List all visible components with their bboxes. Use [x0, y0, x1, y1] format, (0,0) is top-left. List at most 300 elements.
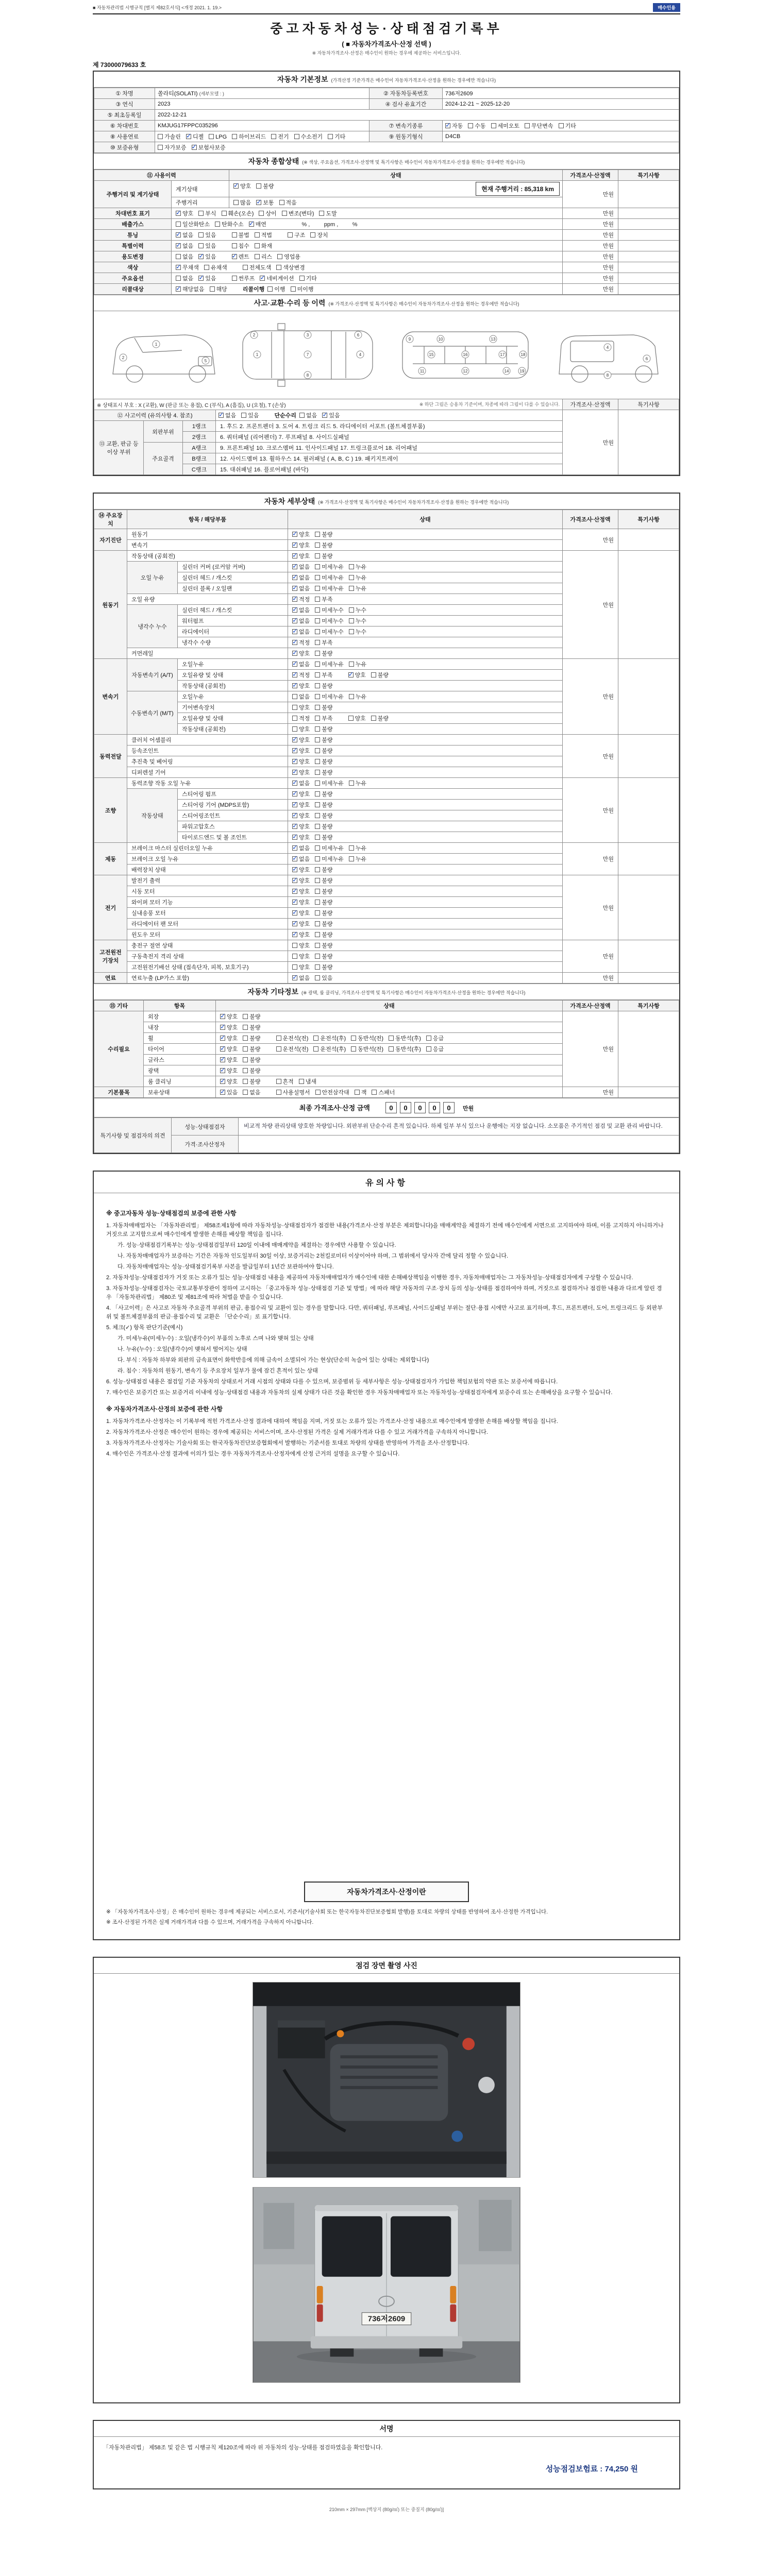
checked-checkbox[interactable] — [292, 900, 297, 905]
checkbox[interactable] — [292, 705, 297, 710]
checked-checkbox[interactable] — [292, 748, 297, 753]
checkbox[interactable] — [198, 211, 204, 216]
checkbox-option[interactable] — [292, 530, 310, 538]
checkbox-option[interactable] — [292, 811, 310, 820]
checkbox[interactable] — [349, 618, 354, 623]
checkbox[interactable] — [232, 243, 237, 248]
checkbox[interactable] — [243, 1057, 248, 1062]
checked-checkbox[interactable] — [292, 813, 297, 818]
checked-checkbox[interactable] — [292, 770, 297, 775]
checkbox-option[interactable] — [256, 198, 274, 207]
checkbox-option[interactable] — [292, 736, 310, 744]
checkbox[interactable] — [559, 123, 564, 128]
checkbox-option[interactable] — [315, 714, 332, 722]
checked-checkbox[interactable] — [292, 586, 297, 591]
checkbox-option[interactable] — [315, 866, 332, 874]
checkbox-option[interactable] — [322, 411, 340, 419]
checked-checkbox[interactable] — [292, 910, 297, 916]
checkbox[interactable] — [243, 265, 248, 270]
checkbox-option[interactable] — [198, 231, 216, 239]
checkbox[interactable] — [328, 134, 333, 139]
checked-checkbox[interactable] — [220, 1057, 225, 1062]
checkbox[interactable] — [243, 1068, 248, 1073]
checkbox-option[interactable] — [232, 274, 255, 282]
checked-checkbox[interactable] — [292, 553, 297, 558]
checkbox[interactable] — [271, 134, 276, 139]
checkbox-option[interactable] — [313, 1045, 346, 1053]
checkbox-option[interactable] — [232, 252, 249, 261]
checkbox-option[interactable] — [299, 1077, 316, 1086]
checkbox[interactable] — [176, 222, 181, 227]
checkbox-option[interactable] — [315, 725, 332, 733]
checkbox[interactable] — [315, 759, 320, 764]
checkbox-option[interactable] — [292, 757, 310, 766]
checked-checkbox[interactable] — [198, 276, 204, 281]
checkbox-option[interactable] — [259, 209, 276, 217]
checkbox-option[interactable] — [292, 833, 310, 841]
checkbox-option[interactable] — [277, 252, 300, 261]
checkbox[interactable] — [315, 889, 320, 894]
checkbox-option[interactable] — [315, 552, 332, 560]
checkbox[interactable] — [315, 1090, 321, 1095]
checkbox-option[interactable] — [525, 122, 553, 130]
checkbox[interactable] — [210, 286, 215, 292]
checkbox[interactable] — [313, 1036, 318, 1041]
checkbox[interactable] — [243, 1046, 248, 1052]
checkbox-option[interactable] — [299, 274, 317, 282]
checked-checkbox[interactable] — [292, 845, 297, 851]
checkbox-option[interactable] — [292, 617, 310, 625]
checkbox[interactable] — [315, 618, 320, 623]
checkbox-option[interactable] — [292, 844, 310, 852]
checkbox-option[interactable] — [315, 736, 332, 744]
checkbox-option[interactable] — [292, 941, 310, 950]
checked-checkbox[interactable] — [292, 683, 297, 688]
checked-checkbox[interactable] — [292, 651, 297, 656]
checkbox[interactable] — [371, 672, 376, 677]
checkbox[interactable] — [299, 413, 305, 418]
checked-checkbox[interactable] — [292, 607, 297, 613]
checkbox-option[interactable] — [243, 1034, 260, 1042]
checkbox[interactable] — [315, 543, 320, 548]
checkbox-option[interactable] — [389, 1034, 421, 1042]
checkbox[interactable] — [315, 575, 320, 580]
checkbox-option[interactable] — [292, 660, 310, 668]
checkbox-option[interactable] — [243, 1088, 260, 1096]
checkbox[interactable] — [315, 564, 320, 569]
checkbox-option[interactable] — [349, 617, 366, 625]
checkbox[interactable] — [319, 211, 324, 216]
checked-checkbox[interactable] — [220, 1014, 225, 1019]
checkbox[interactable] — [255, 232, 260, 238]
checkbox-option[interactable] — [315, 898, 332, 906]
checkbox-option[interactable] — [371, 714, 389, 722]
checkbox-option[interactable] — [328, 132, 345, 141]
checkbox[interactable] — [255, 254, 260, 259]
checkbox[interactable] — [158, 145, 163, 150]
checkbox-option[interactable] — [291, 285, 314, 293]
checked-checkbox[interactable] — [292, 759, 297, 764]
checkbox[interactable] — [282, 211, 287, 216]
checkbox[interactable] — [243, 1014, 248, 1019]
checkbox-option[interactable] — [349, 844, 366, 852]
checkbox-option[interactable] — [315, 671, 332, 679]
checkbox-option[interactable] — [232, 132, 266, 141]
checkbox-option[interactable] — [256, 182, 274, 190]
checkbox[interactable] — [349, 564, 354, 569]
checkbox[interactable] — [315, 683, 320, 688]
checkbox-option[interactable] — [292, 671, 310, 679]
checkbox[interactable] — [204, 265, 209, 270]
checkbox-option[interactable] — [232, 231, 249, 239]
checked-checkbox[interactable] — [176, 243, 181, 248]
checkbox-option[interactable] — [348, 671, 366, 679]
checked-checkbox[interactable] — [292, 597, 297, 602]
checkbox-option[interactable] — [349, 573, 366, 582]
checkbox-option[interactable] — [315, 833, 332, 841]
checked-checkbox[interactable] — [219, 413, 224, 418]
checked-checkbox[interactable] — [232, 254, 237, 259]
checkbox[interactable] — [315, 943, 320, 948]
checkbox-option[interactable] — [279, 198, 297, 207]
checkbox-option[interactable] — [243, 1012, 260, 1021]
checkbox[interactable] — [292, 726, 297, 732]
checkbox[interactable] — [255, 243, 260, 248]
checkbox[interactable] — [243, 1036, 248, 1041]
checked-checkbox[interactable] — [249, 222, 254, 227]
checkbox-option[interactable] — [219, 411, 236, 419]
checked-checkbox[interactable] — [292, 835, 297, 840]
checkbox[interactable] — [525, 123, 530, 128]
checkbox[interactable] — [276, 265, 281, 270]
checkbox-option[interactable] — [176, 220, 210, 228]
checkbox[interactable] — [349, 781, 354, 786]
checkbox-option[interactable] — [292, 725, 310, 733]
checked-checkbox[interactable] — [256, 200, 261, 205]
checked-checkbox[interactable] — [192, 145, 197, 150]
checkbox[interactable] — [389, 1036, 394, 1041]
checked-checkbox[interactable] — [292, 672, 297, 677]
checkbox-option[interactable] — [315, 779, 344, 787]
checkbox[interactable] — [351, 1036, 356, 1041]
checkbox-option[interactable] — [198, 209, 216, 217]
checkbox[interactable] — [294, 134, 299, 139]
checkbox-option[interactable] — [299, 411, 317, 419]
checked-checkbox[interactable] — [322, 413, 327, 418]
checkbox-option[interactable] — [315, 855, 344, 863]
checkbox[interactable] — [315, 672, 320, 677]
checkbox-option[interactable] — [276, 1077, 294, 1086]
checkbox[interactable] — [209, 134, 214, 139]
checkbox-option[interactable] — [315, 1088, 349, 1096]
checkbox-option[interactable] — [292, 952, 310, 960]
checked-checkbox[interactable] — [220, 1079, 225, 1084]
checkbox-option[interactable] — [198, 274, 216, 282]
checkbox-option[interactable] — [315, 844, 344, 852]
checkbox[interactable] — [315, 716, 320, 721]
checkbox-option[interactable] — [255, 231, 272, 239]
checkbox-option[interactable] — [313, 1034, 346, 1042]
checkbox[interactable] — [315, 975, 320, 980]
checkbox-option[interactable] — [319, 209, 337, 217]
checkbox[interactable] — [315, 705, 320, 710]
checkbox[interactable] — [288, 232, 293, 238]
checkbox-option[interactable] — [243, 1023, 260, 1031]
checkbox-option[interactable] — [292, 790, 310, 798]
checkbox[interactable] — [176, 254, 181, 259]
checkbox[interactable] — [315, 856, 320, 861]
checkbox-option[interactable] — [315, 638, 332, 647]
checkbox-option[interactable] — [241, 411, 259, 419]
checkbox-option[interactable] — [315, 573, 344, 582]
checkbox[interactable] — [315, 845, 320, 851]
checkbox-option[interactable] — [220, 1077, 238, 1086]
checkbox[interactable] — [315, 900, 320, 905]
checkbox[interactable] — [315, 824, 320, 829]
checkbox[interactable] — [315, 607, 320, 613]
checkbox[interactable] — [291, 286, 296, 292]
checkbox[interactable] — [276, 1090, 281, 1095]
checkbox-option[interactable] — [255, 252, 272, 261]
checkbox-option[interactable] — [315, 682, 332, 690]
checked-checkbox[interactable] — [292, 932, 297, 937]
checkbox-option[interactable] — [220, 1066, 238, 1075]
checkbox[interactable] — [315, 802, 320, 807]
checked-checkbox[interactable] — [292, 618, 297, 623]
checkbox[interactable] — [349, 575, 354, 580]
checkbox[interactable] — [315, 662, 320, 667]
checkbox-option[interactable] — [315, 660, 344, 668]
checkbox-option[interactable] — [204, 263, 227, 272]
checkbox-option[interactable] — [315, 747, 332, 755]
checkbox[interactable] — [315, 921, 320, 926]
checkbox-option[interactable] — [220, 1088, 238, 1096]
checkbox-option[interactable] — [315, 768, 332, 776]
checkbox[interactable] — [349, 629, 354, 634]
checkbox[interactable] — [232, 276, 237, 281]
checkbox[interactable] — [315, 964, 320, 970]
checkbox-option[interactable] — [220, 1034, 238, 1042]
checkbox[interactable] — [349, 607, 354, 613]
checkbox-option[interactable] — [371, 671, 389, 679]
checked-checkbox[interactable] — [292, 662, 297, 667]
checkbox-option[interactable] — [426, 1034, 444, 1042]
checkbox[interactable] — [292, 694, 297, 699]
checked-checkbox[interactable] — [220, 1068, 225, 1073]
checkbox[interactable] — [491, 123, 496, 128]
checkbox[interactable] — [215, 222, 220, 227]
checkbox[interactable] — [233, 200, 239, 205]
checkbox-option[interactable] — [292, 747, 310, 755]
checkbox-option[interactable] — [292, 595, 310, 603]
checkbox-option[interactable] — [315, 887, 332, 895]
checkbox-option[interactable] — [255, 242, 272, 250]
checkbox[interactable] — [468, 123, 473, 128]
checkbox-option[interactable] — [220, 1045, 238, 1053]
checked-checkbox[interactable] — [445, 123, 450, 128]
checkbox-option[interactable] — [349, 563, 366, 571]
checkbox-option[interactable] — [349, 606, 366, 614]
checked-checkbox[interactable] — [292, 856, 297, 861]
checkbox-option[interactable] — [292, 563, 310, 571]
checked-checkbox[interactable] — [292, 640, 297, 645]
checkbox[interactable] — [315, 770, 320, 775]
checkbox-option[interactable] — [315, 952, 332, 960]
checkbox-option[interactable] — [233, 182, 251, 190]
checkbox[interactable] — [243, 1079, 248, 1084]
checkbox[interactable] — [315, 932, 320, 937]
checked-checkbox[interactable] — [220, 1025, 225, 1030]
checkbox[interactable] — [310, 232, 315, 238]
checkbox-option[interactable] — [222, 209, 254, 217]
checkbox-option[interactable] — [315, 909, 332, 917]
checkbox-option[interactable] — [176, 285, 205, 293]
checkbox[interactable] — [277, 254, 282, 259]
checkbox-option[interactable] — [315, 920, 332, 928]
checkbox-option[interactable] — [292, 649, 310, 657]
checkbox-option[interactable] — [315, 941, 332, 950]
checkbox[interactable] — [315, 835, 320, 840]
checkbox[interactable] — [371, 716, 376, 721]
checkbox-option[interactable] — [351, 1045, 383, 1053]
checkbox[interactable] — [315, 651, 320, 656]
checkbox[interactable] — [351, 1046, 356, 1052]
checkbox[interactable] — [315, 586, 320, 591]
checkbox-option[interactable] — [292, 692, 310, 701]
checkbox[interactable] — [426, 1036, 431, 1041]
checkbox[interactable] — [315, 553, 320, 558]
checkbox-option[interactable] — [315, 530, 332, 538]
checkbox-option[interactable] — [349, 584, 366, 592]
checkbox-option[interactable] — [292, 920, 310, 928]
checkbox[interactable] — [315, 791, 320, 796]
checkbox-option[interactable] — [315, 703, 332, 711]
checkbox-option[interactable] — [292, 552, 310, 560]
checkbox-option[interactable] — [559, 122, 576, 130]
checkbox[interactable] — [315, 640, 320, 645]
checkbox-option[interactable] — [158, 143, 187, 151]
checkbox-option[interactable] — [292, 779, 310, 787]
checkbox[interactable] — [315, 694, 320, 699]
checkbox[interactable] — [315, 532, 320, 537]
checkbox[interactable] — [315, 748, 320, 753]
checkbox-option[interactable] — [315, 595, 332, 603]
checkbox-option[interactable] — [292, 768, 310, 776]
checkbox-option[interactable] — [355, 1088, 367, 1096]
checkbox-option[interactable] — [209, 134, 227, 140]
checkbox-option[interactable] — [276, 1034, 309, 1042]
checkbox[interactable] — [198, 232, 204, 238]
checkbox-option[interactable] — [315, 628, 344, 636]
checkbox-option[interactable] — [315, 790, 332, 798]
checkbox-option[interactable] — [186, 132, 204, 141]
checkbox-option[interactable] — [276, 1088, 310, 1096]
checkbox-option[interactable] — [276, 1045, 309, 1053]
checkbox[interactable] — [315, 737, 320, 742]
checkbox-option[interactable] — [315, 801, 332, 809]
checkbox-option[interactable] — [315, 563, 344, 571]
checkbox-option[interactable] — [220, 1012, 238, 1021]
checkbox-option[interactable] — [294, 132, 323, 141]
checkbox-option[interactable] — [349, 692, 366, 701]
checkbox[interactable] — [276, 1046, 281, 1052]
checkbox-option[interactable] — [292, 584, 310, 592]
checkbox-option[interactable] — [233, 198, 251, 207]
checkbox-option[interactable] — [372, 1088, 395, 1096]
checkbox[interactable] — [349, 856, 354, 861]
checked-checkbox[interactable] — [292, 575, 297, 580]
checkbox-option[interactable] — [310, 231, 328, 239]
checkbox-option[interactable] — [292, 714, 310, 722]
checkbox-option[interactable] — [176, 231, 193, 239]
checkbox-option[interactable] — [176, 242, 193, 250]
checked-checkbox[interactable] — [176, 211, 181, 216]
checkbox[interactable] — [315, 878, 320, 883]
checkbox[interactable] — [315, 629, 320, 634]
checked-checkbox[interactable] — [292, 629, 297, 634]
checkbox-option[interactable] — [176, 263, 199, 272]
checked-checkbox[interactable] — [176, 265, 181, 270]
checkbox-option[interactable] — [198, 252, 216, 261]
checkbox[interactable] — [276, 1079, 281, 1084]
checkbox[interactable] — [349, 694, 354, 699]
checked-checkbox[interactable] — [233, 183, 239, 189]
checkbox-option[interactable] — [210, 285, 227, 293]
checkbox-option[interactable] — [292, 887, 310, 895]
checkbox-option[interactable] — [315, 757, 332, 766]
checkbox-option[interactable] — [315, 692, 344, 701]
checkbox-option[interactable] — [349, 660, 366, 668]
checkbox-option[interactable] — [315, 606, 344, 614]
checkbox-option[interactable] — [426, 1045, 444, 1053]
checked-checkbox[interactable] — [292, 802, 297, 807]
checked-checkbox[interactable] — [220, 1046, 225, 1052]
checkbox-option[interactable] — [445, 122, 463, 130]
checked-checkbox[interactable] — [292, 878, 297, 883]
checkbox-option[interactable] — [315, 930, 332, 939]
checked-checkbox[interactable] — [292, 791, 297, 796]
checkbox[interactable] — [243, 1025, 248, 1030]
checkbox-option[interactable] — [267, 285, 285, 293]
checked-checkbox[interactable] — [292, 543, 297, 548]
checkbox[interactable] — [349, 662, 354, 667]
checked-checkbox[interactable] — [348, 672, 354, 677]
checkbox[interactable] — [348, 716, 354, 721]
checkbox-option[interactable] — [288, 231, 305, 239]
checkbox[interactable] — [426, 1046, 431, 1052]
checkbox[interactable] — [158, 134, 163, 139]
checkbox-option[interactable] — [292, 898, 310, 906]
checkbox-option[interactable] — [176, 274, 193, 282]
checkbox-option[interactable] — [292, 963, 310, 971]
checkbox[interactable] — [292, 943, 297, 948]
checkbox-option[interactable] — [260, 274, 294, 282]
checkbox-option[interactable] — [292, 974, 310, 982]
checkbox[interactable] — [349, 586, 354, 591]
checkbox[interactable] — [355, 1090, 360, 1095]
checkbox-option[interactable] — [192, 143, 226, 151]
checkbox-option[interactable] — [349, 855, 366, 863]
checkbox-option[interactable] — [292, 876, 310, 885]
checkbox-option[interactable] — [292, 930, 310, 939]
checkbox-option[interactable] — [292, 638, 310, 647]
checkbox-option[interactable] — [292, 855, 310, 863]
checkbox[interactable] — [176, 276, 181, 281]
checkbox-option[interactable] — [276, 263, 305, 272]
checkbox[interactable] — [279, 200, 284, 205]
checked-checkbox[interactable] — [292, 975, 297, 980]
checkbox-option[interactable] — [249, 220, 266, 228]
